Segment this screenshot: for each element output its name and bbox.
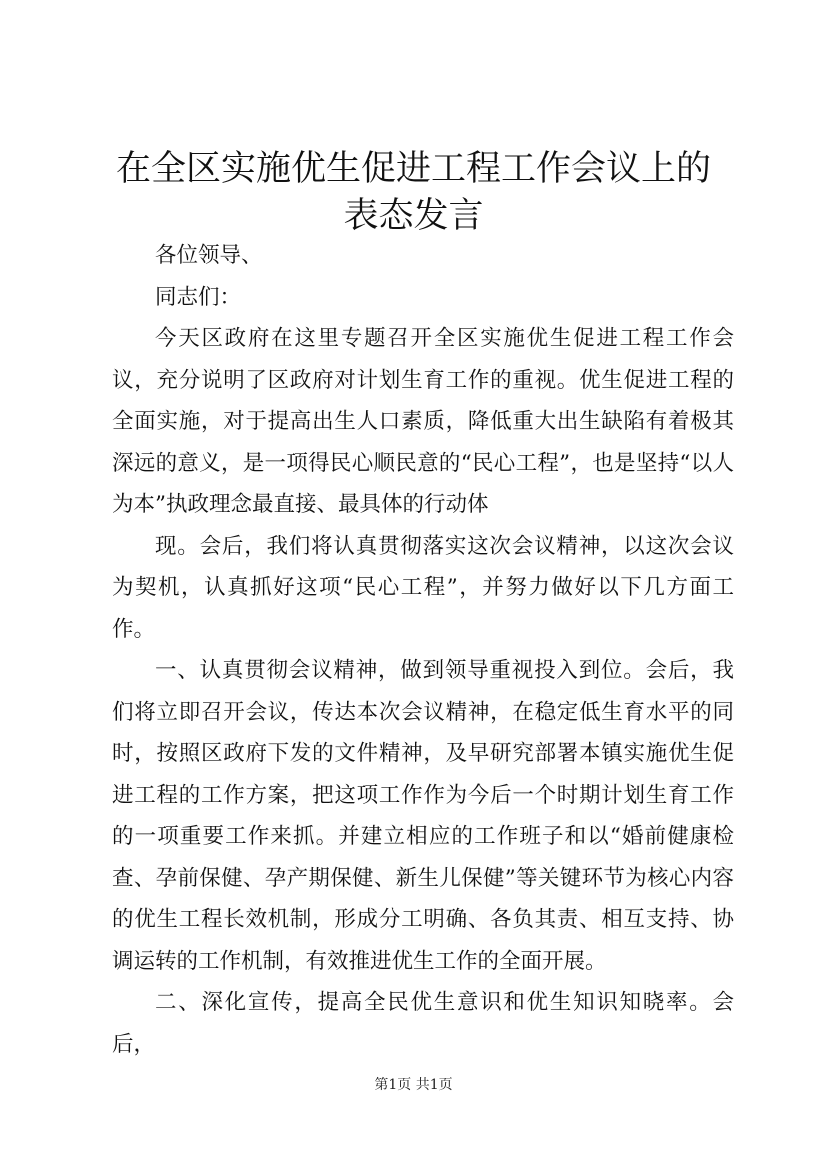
document-body: [112, 235, 734, 1065]
paragraph-continuation: 现。会后，我们将认真贯彻落实这次会议精神，以这次会议为契机，认真抓好这项“民心工程”，并努力做好以下几方面工作。: [112, 533, 734, 642]
paragraph-salutation-2: 同志们：: [155, 284, 242, 310]
paragraph-salutation-1: 各位领导、: [155, 243, 263, 268]
paragraph-intro: 今天区政府在这里专题召开全区实施优生促进工程工作会议，充分说明了区政府对计划生育工作的重视。优生促进工程的全面实施，对于提高出生人口素质，降低重大出生缺陷有着极其深远的意义，是一项得民心顺民意的“民心工程”，也是坚持“以人为本”执政理念最直接、最具体的行动体: [112, 326, 734, 517]
page-number-footer: 第1页 共1页: [374, 1077, 453, 1093]
document-title: 在全区实施优生促进工程工作会议上的表态发言: [115, 149, 711, 236]
paragraph-point-2: 二、深化宣传，提高全民优生意识和优生知识知晓率。会后，: [112, 990, 734, 1057]
paragraph-point-1: 一、认真贯彻会议精神，做到领导重视投入到位。会后，我们将立即召开会议，传达本次会议精神，在稳定低生育水平的同时，按照区政府下发的文件精神，及早研究部署本镇实施优生促进工程的工作方案，把这项工作作为今后一个时期计划生育工作的一项重要工作来抓。并建立相应的工作班子和以“婚前健康检查、孕前保健、孕产期保健、新生儿保健”等关键环节为核心内容的优生工程长效机制，形成分工明确、各负其责、相互支持、协调运转的工作机制，有效推进优生工作的全面开展。: [112, 658, 734, 974]
